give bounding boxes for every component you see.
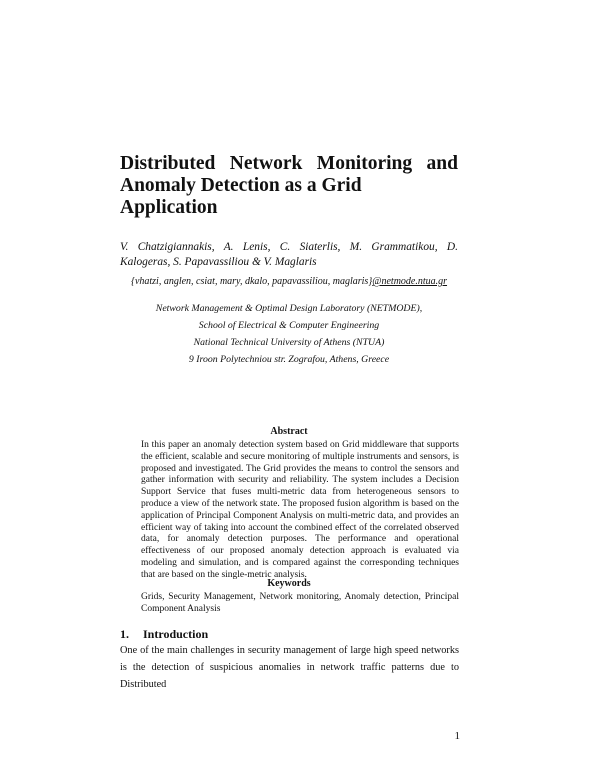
page-number: 1 bbox=[454, 730, 460, 742]
title-line-2: Anomaly Detection as a Grid Application bbox=[120, 175, 362, 218]
section-number: 1. bbox=[120, 627, 129, 641]
affiliation-school: School of Electrical & Computer Engineering bbox=[198, 320, 380, 331]
affiliation-lab: Network Management & Optimal Design Laboratory (NETMODE), bbox=[155, 303, 423, 314]
section-heading bbox=[120, 627, 458, 642]
email-users: {vhatzi, anglen, csiat, mary, dkalo, papavassiliou, maglaris} bbox=[130, 276, 373, 287]
abstract-heading: Abstract bbox=[270, 426, 308, 437]
author-emails bbox=[120, 276, 458, 287]
abstract-text: In this paper an anomaly detection system based on Grid middleware that supports the efficient, scalable and secure monitoring of multiple instruments and sensors, is proposed and investigated. The Grid provides the means to control the sensors and gather information with security and reliability. The system includes a Decision Support Service that fuses multi-metric data from heterogeneous sensors to produce a view of the network state. The proposed fusion algorithm is based on the application of Principal Component Analysis on multi-metric data, and provides an efficient way of taking into account the combined effect of the correlated observed data, for anomaly detection purposes. The performance and operational effectiveness of our proposed anomaly detection approach is evaluated via modeling and simulation, and is compared against the corresponding techniques that are based on the single-metric analysis. bbox=[141, 440, 459, 580]
affiliation-university: National Technical University of Athens (NTUA) bbox=[193, 337, 385, 348]
introduction-paragraph: One of the main challenges in security management of large high speed networks is the detection of suspicious anomalies in network traffic patterns due to Distributed bbox=[120, 645, 459, 690]
keywords-text: Grids, Security Management, Network monitoring, Anomaly detection, Principal Component Analysis bbox=[141, 592, 459, 614]
email-domain-link[interactable]: @netmode.ntua.gr bbox=[372, 276, 448, 287]
affiliation-address: 9 Iroon Polytechniou str. Zografou, Athens, Greece bbox=[188, 354, 390, 365]
authors-line-1: V. Chatzigiannakis, A. Lenis, C. Siaterlis, M. Grammatikou, D. bbox=[120, 241, 458, 253]
keywords-heading: Keywords bbox=[267, 578, 311, 589]
paper-title bbox=[120, 153, 458, 219]
authors-line-2: Kalogeras, S. Papavassiliou & V. Maglaris bbox=[120, 256, 317, 268]
author-list bbox=[120, 240, 458, 270]
section-title: Introduction bbox=[143, 627, 209, 641]
title-line-1: Distributed Network Monitoring and bbox=[120, 153, 458, 174]
